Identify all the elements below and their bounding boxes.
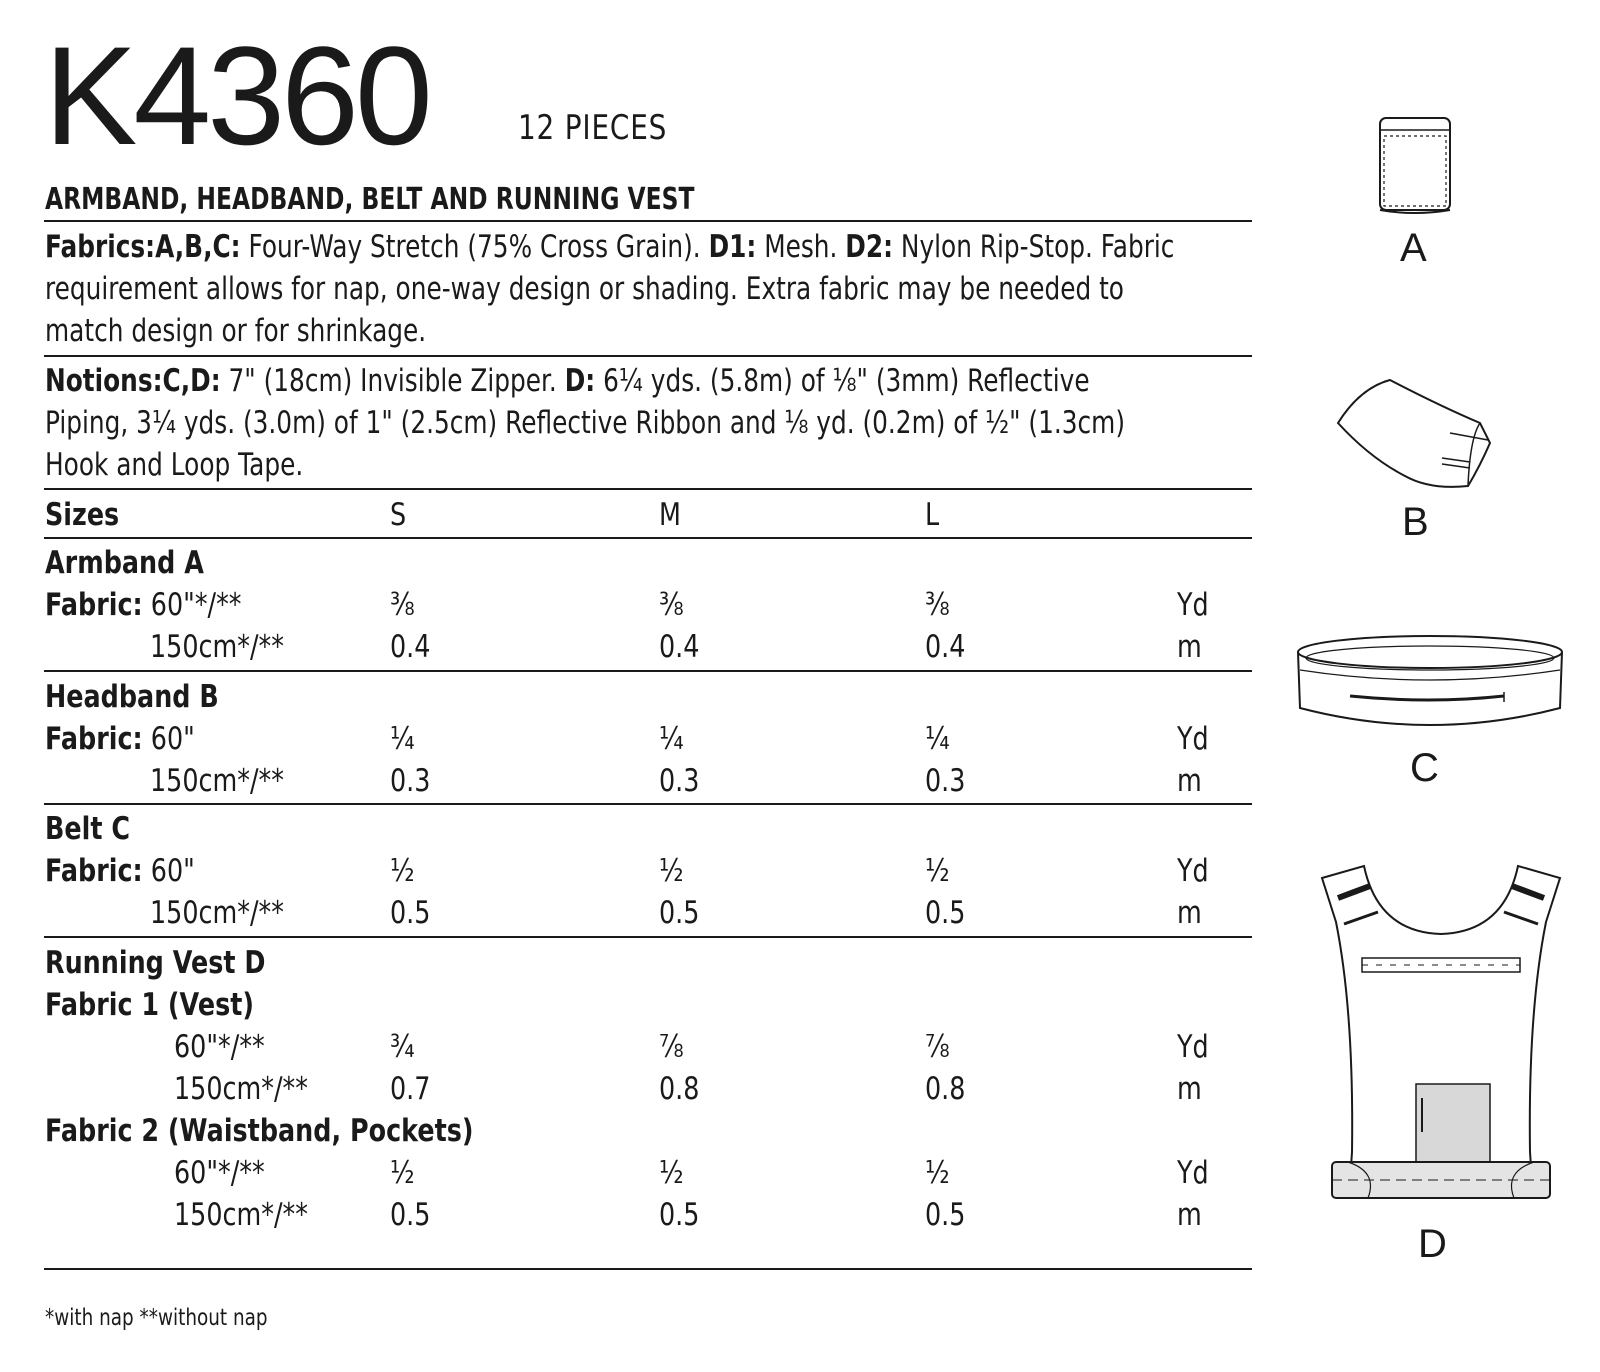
table-row	[0, 584, 1260, 626]
view-label-c: C	[1410, 746, 1439, 790]
table-row	[0, 626, 1260, 668]
value-m: ½	[659, 853, 684, 889]
notions-text: 6¼ yds. (5.8m) of ⅛" (3mm) Reflective	[595, 363, 1090, 399]
piece-count: 12 PIECES	[518, 108, 668, 148]
value-m: 0.5	[659, 895, 700, 931]
divider	[44, 803, 1252, 805]
table-row	[0, 850, 1260, 892]
table-row	[0, 718, 1260, 760]
section-title: Armband A	[45, 545, 204, 581]
unit: m	[1177, 763, 1202, 799]
value-m: 0.4	[659, 629, 700, 665]
fabrics-views-abc: A,B,C:	[155, 229, 241, 265]
size-l: L	[925, 497, 940, 533]
value-s: 0.5	[390, 1197, 431, 1233]
section-title-row	[0, 542, 1260, 584]
footnote: *with nap **without nap	[45, 1305, 268, 1331]
row-label: 150cm*/**	[174, 1197, 308, 1233]
running-vest-illustration	[1318, 862, 1564, 1238]
section-title: Belt C	[45, 811, 130, 847]
notions-label: Notions:	[45, 363, 163, 399]
unit: m	[1177, 895, 1202, 931]
unit: m	[1177, 629, 1202, 665]
value-l: ⅜	[925, 587, 950, 623]
value-l: 0.3	[925, 763, 966, 799]
view-label-d: D	[1418, 1222, 1447, 1266]
value-l: ⅞	[925, 1029, 950, 1065]
section-title-row	[0, 808, 1260, 850]
row-label: 150cm*/**	[174, 1071, 308, 1107]
fabrics-text: Mesh.	[756, 229, 846, 265]
value-m: 0.3	[659, 763, 700, 799]
value-m: ⅞	[659, 1029, 684, 1065]
section-title-row	[0, 676, 1260, 718]
unit: Yd	[1177, 1029, 1209, 1065]
view-label-b: B	[1402, 500, 1429, 544]
value-s: ½	[390, 853, 415, 889]
value-l: ¼	[925, 721, 950, 757]
value-m: ¼	[659, 721, 684, 757]
section-title: Headband B	[45, 679, 219, 715]
unit: Yd	[1177, 721, 1209, 757]
row-label: 150cm*/**	[150, 629, 284, 665]
size-s: S	[390, 497, 407, 533]
size-m: M	[659, 497, 681, 533]
value-l: 0.5	[925, 1197, 966, 1233]
view-label-a: A	[1400, 226, 1427, 270]
table-row	[0, 892, 1260, 934]
value-s: 0.3	[390, 763, 431, 799]
value-s: 0.7	[390, 1071, 431, 1107]
value-l: 0.4	[925, 629, 966, 665]
table-row	[0, 760, 1260, 802]
value-m: ½	[659, 1155, 684, 1191]
table-row	[0, 1194, 1260, 1236]
value-s: 0.4	[390, 629, 431, 665]
subsection-title-row	[0, 1110, 1260, 1152]
unit: Yd	[1177, 587, 1209, 623]
fabrics-text: Nylon Rip-Stop. Fabric	[893, 229, 1175, 265]
fabrics-line-3: match design or for shrinkage.	[45, 313, 427, 349]
value-m: 0.8	[659, 1071, 700, 1107]
divider	[44, 220, 1252, 222]
row-label: Fabric: 60"	[45, 853, 195, 889]
divider	[44, 488, 1252, 490]
unit: Yd	[1177, 853, 1209, 889]
notions-views-cd: C,D:	[162, 363, 221, 399]
row-label: 150cm*/**	[150, 895, 284, 931]
unit: Yd	[1177, 1155, 1209, 1191]
value-s: ¼	[390, 721, 415, 757]
divider	[44, 936, 1252, 938]
value-m: 0.5	[659, 1197, 700, 1233]
notions-text: 7" (18cm) Invisible Zipper.	[220, 363, 565, 399]
sizes-label: Sizes	[45, 497, 120, 533]
unit: m	[1177, 1071, 1202, 1107]
notions-view-d: D:	[564, 363, 596, 399]
row-label: 150cm*/**	[150, 763, 284, 799]
notions-line-3: Hook and Loop Tape.	[45, 447, 304, 483]
value-s: ¾	[390, 1029, 415, 1065]
divider	[44, 355, 1252, 357]
fabrics-view-d1: D1:	[708, 229, 757, 265]
sizes-header-row	[0, 494, 1260, 536]
notions-line-2: Piping, 3¼ yds. (3.0m) of 1" (2.5cm) Reflective Ribbon and ⅛ yd. (0.2m) of ½" (1.3cm)	[45, 405, 1125, 441]
divider	[44, 670, 1252, 672]
subsection-title: Fabric 1 (Vest)	[45, 987, 254, 1023]
value-s: ½	[390, 1155, 415, 1191]
pattern-title: ARMBAND, HEADBAND, BELT AND RUNNING VEST	[45, 182, 695, 217]
value-s: 0.5	[390, 895, 431, 931]
table-row	[0, 1152, 1260, 1194]
subsection-title-row	[0, 984, 1260, 1026]
value-l: ½	[925, 853, 950, 889]
belt-illustration	[1290, 630, 1570, 740]
subsection-title: Fabric 2 (Waistband, Pockets)	[45, 1113, 474, 1149]
armband-illustration	[1370, 110, 1460, 218]
value-l: 0.8	[925, 1071, 966, 1107]
row-label: 60"*/**	[174, 1155, 265, 1191]
table-row	[0, 1026, 1260, 1068]
value-l: 0.5	[925, 895, 966, 931]
fabrics-line-1	[45, 226, 1174, 269]
fabrics-text: Four-Way Stretch (75% Cross Grain).	[240, 229, 709, 265]
pattern-number: K4360	[44, 17, 429, 174]
row-label: Fabric: 60"*/**	[45, 587, 242, 623]
row-label: Fabric: 60"	[45, 721, 195, 757]
table-row	[0, 1068, 1260, 1110]
notions-line-1	[45, 360, 1090, 403]
unit: m	[1177, 1197, 1202, 1233]
fabrics-label: Fabrics:	[45, 229, 156, 265]
value-m: ⅜	[659, 587, 684, 623]
divider	[44, 537, 1252, 539]
section-title: Running Vest D	[45, 945, 266, 981]
section-title-row	[0, 942, 1260, 984]
row-label: 60"*/**	[174, 1029, 265, 1065]
fabrics-line-2: requirement allows for nap, one-way design or shading. Extra fabric may be needed to	[45, 271, 1124, 307]
value-l: ½	[925, 1155, 950, 1191]
divider	[44, 1268, 1252, 1270]
value-s: ⅜	[390, 587, 415, 623]
fabrics-view-d2: D2:	[845, 229, 894, 265]
headband-illustration	[1330, 378, 1500, 503]
